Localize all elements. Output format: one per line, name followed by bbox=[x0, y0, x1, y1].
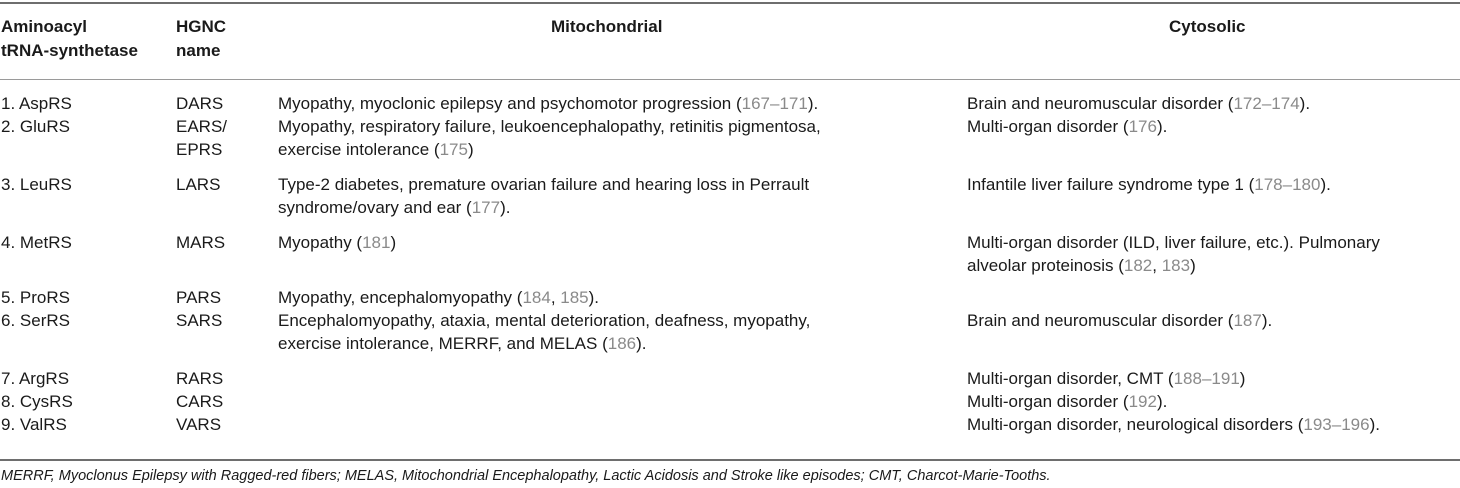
enzyme-cell: 5. ProRS bbox=[1, 288, 70, 307]
cytosolic-cell-line bbox=[967, 368, 1245, 391]
cytosolic-cell-text: alveolar proteinosis ( bbox=[967, 255, 1124, 275]
mitochondrial-cell-text: ). bbox=[500, 197, 511, 217]
mitochondrial-cell-text: Encephalomyopathy, ataxia, mental deterioration, deafness, myopathy, bbox=[278, 311, 811, 330]
hgnc-cell: PARS bbox=[176, 288, 222, 307]
cytosolic-cell-line bbox=[967, 255, 1196, 278]
hgnc-cell: LARS bbox=[176, 175, 221, 194]
mitochondrial-cell-line bbox=[278, 197, 510, 220]
enzyme-cell: 4. MetRS bbox=[1, 233, 72, 252]
reference-link[interactable]: 182 bbox=[1123, 255, 1153, 275]
cytosolic-cell-text: ). bbox=[1369, 415, 1380, 434]
reference-link[interactable]: 183 bbox=[1161, 255, 1191, 275]
hgnc-cell: RARS bbox=[176, 369, 224, 388]
reference-link[interactable]: 187 bbox=[1233, 311, 1262, 330]
hgnc-cell: EARS/ bbox=[176, 117, 228, 136]
enzyme-cell: 3. LeuRS bbox=[1, 175, 72, 194]
cytosolic-cell-line bbox=[967, 391, 1167, 414]
mitochondrial-cell-line bbox=[278, 93, 818, 116]
reference-link[interactable]: 184 bbox=[522, 288, 551, 307]
reference-link[interactable]: 177 bbox=[471, 197, 501, 217]
mitochondrial-cell-text: ). bbox=[807, 94, 819, 113]
mitochondrial-cell-line bbox=[278, 139, 474, 162]
cytosolic-cell-text: Multi-organ disorder, CMT ( bbox=[967, 369, 1174, 388]
cytosolic-cell-text: , bbox=[1152, 255, 1162, 275]
hgnc-cell: SARS bbox=[176, 311, 223, 330]
mitochondrial-cell-text: exercise intolerance, MERRF, and MELAS ( bbox=[278, 333, 608, 353]
top-rule bbox=[0, 2, 1460, 4]
cytosolic-cell-text: Multi-organ disorder ( bbox=[967, 392, 1129, 411]
header-hgnc-line1: HGNC bbox=[176, 17, 227, 36]
cytosolic-cell-line bbox=[967, 232, 1380, 255]
header-aminoacyl-line1: Aminoacyl bbox=[1, 17, 87, 36]
cytosolic-cell-text: Multi-organ disorder, neurological disorders ( bbox=[967, 415, 1304, 434]
reference-link[interactable]: 186 bbox=[607, 333, 637, 353]
enzyme-cell: 7. ArgRS bbox=[1, 369, 70, 388]
reference-link[interactable]: 172–174 bbox=[1233, 94, 1300, 113]
cytosolic-cell-text: Brain and neuromuscular disorder ( bbox=[967, 311, 1234, 330]
mitochondrial-cell-line bbox=[278, 174, 809, 197]
bottom-rule bbox=[0, 459, 1460, 461]
enzyme-cell: 1. AspRS bbox=[1, 94, 72, 113]
cytosolic-cell-text: ). bbox=[1299, 94, 1311, 113]
header-rule bbox=[0, 79, 1460, 80]
mitochondrial-cell-line bbox=[278, 232, 396, 255]
mitochondrial-cell-text: Myopathy, respiratory failure, leukoencephalopathy, retinitis pigmentosa, bbox=[278, 117, 821, 136]
reference-link[interactable]: 185 bbox=[560, 288, 589, 307]
cytosolic-cell-text: ). bbox=[1156, 117, 1168, 136]
header-hgnc bbox=[176, 15, 226, 63]
mitochondrial-cell-text: ). bbox=[588, 288, 600, 307]
mitochondrial-cell-text: syndrome/ovary and ear ( bbox=[278, 197, 472, 217]
cytosolic-cell-text: Multi-organ disorder ( bbox=[967, 117, 1129, 136]
hgnc-cell: CARS bbox=[176, 392, 224, 411]
cytosolic-cell-text: ). bbox=[1156, 392, 1168, 411]
cytosolic-cell-text: ). bbox=[1261, 311, 1273, 330]
hgnc-cell: MARS bbox=[176, 233, 226, 252]
mitochondrial-cell-text: ) bbox=[390, 233, 397, 252]
mitochondrial-cell-line bbox=[278, 287, 599, 310]
header-cytosolic: Cytosolic bbox=[1169, 17, 1246, 36]
header-aminoacyl bbox=[1, 15, 138, 63]
mitochondrial-cell-text: , bbox=[550, 288, 561, 307]
mitochondrial-cell-text: Myopathy, encephalomyopathy ( bbox=[278, 288, 523, 307]
cytosolic-cell-line bbox=[967, 414, 1380, 437]
mitochondrial-cell-text: Type-2 diabetes, premature ovarian failure and hearing loss in Perrault bbox=[278, 175, 810, 194]
header-aminoacyl-line2: tRNA-synthetase bbox=[1, 41, 138, 60]
mitochondrial-cell-text: Myopathy, myoclonic epilepsy and psychomotor progression ( bbox=[278, 94, 742, 113]
hgnc-cell: VARS bbox=[176, 415, 222, 434]
reference-link[interactable]: 176 bbox=[1128, 117, 1157, 136]
cytosolic-cell-text: ) bbox=[1239, 369, 1246, 388]
cytosolic-cell-line bbox=[967, 116, 1167, 139]
header-hgnc-line2: name bbox=[176, 41, 221, 60]
table-footnote: MERRF, Myoclonus Epilepsy with Ragged-red fibers; MELAS, Mitochondrial Encephalopathy, Lactic Acidosis and Stroke like episodes; CMT, Charcot-Marie-Tooths. bbox=[1, 468, 1051, 484]
mitochondrial-cell-line bbox=[278, 116, 821, 139]
reference-link[interactable]: 188–191 bbox=[1173, 369, 1240, 388]
enzyme-cell: 6. SerRS bbox=[1, 311, 70, 330]
cytosolic-cell-text: Infantile liver failure syndrome type 1 ( bbox=[967, 175, 1255, 194]
reference-link[interactable]: 175 bbox=[439, 139, 468, 159]
mitochondrial-cell-text: ). bbox=[636, 333, 647, 353]
enzyme-cell: 2. GluRS bbox=[1, 117, 70, 136]
mitochondrial-cell-line bbox=[278, 310, 810, 333]
reference-link[interactable]: 178–180 bbox=[1254, 175, 1321, 194]
mitochondrial-cell-text: Myopathy ( bbox=[278, 233, 363, 252]
cytosolic-cell-text: ) bbox=[1190, 255, 1196, 275]
mitochondrial-cell-text: exercise intolerance ( bbox=[278, 139, 440, 159]
hgnc-cell: DARS bbox=[176, 94, 224, 113]
header-mitochondrial: Mitochondrial bbox=[551, 17, 663, 36]
cytosolic-cell-line bbox=[967, 174, 1331, 197]
enzyme-cell: 9. ValRS bbox=[1, 415, 67, 434]
cytosolic-cell-line bbox=[967, 93, 1310, 116]
hgnc-cell: EPRS bbox=[176, 139, 223, 159]
cytosolic-cell-line bbox=[967, 310, 1272, 333]
cytosolic-cell-text: ). bbox=[1320, 175, 1331, 194]
reference-link[interactable]: 167–171 bbox=[741, 94, 808, 113]
reference-link[interactable]: 181 bbox=[362, 233, 391, 252]
enzyme-cell: 8. CysRS bbox=[1, 392, 73, 411]
cytosolic-cell-text: Brain and neuromuscular disorder ( bbox=[967, 94, 1234, 113]
mitochondrial-cell-text: ) bbox=[467, 139, 474, 159]
cytosolic-cell-text: Multi-organ disorder (ILD, liver failure, etc.). Pulmonary bbox=[967, 233, 1380, 252]
mitochondrial-cell-line bbox=[278, 333, 647, 356]
reference-link[interactable]: 192 bbox=[1128, 392, 1157, 411]
reference-link[interactable]: 193–196 bbox=[1303, 415, 1370, 434]
